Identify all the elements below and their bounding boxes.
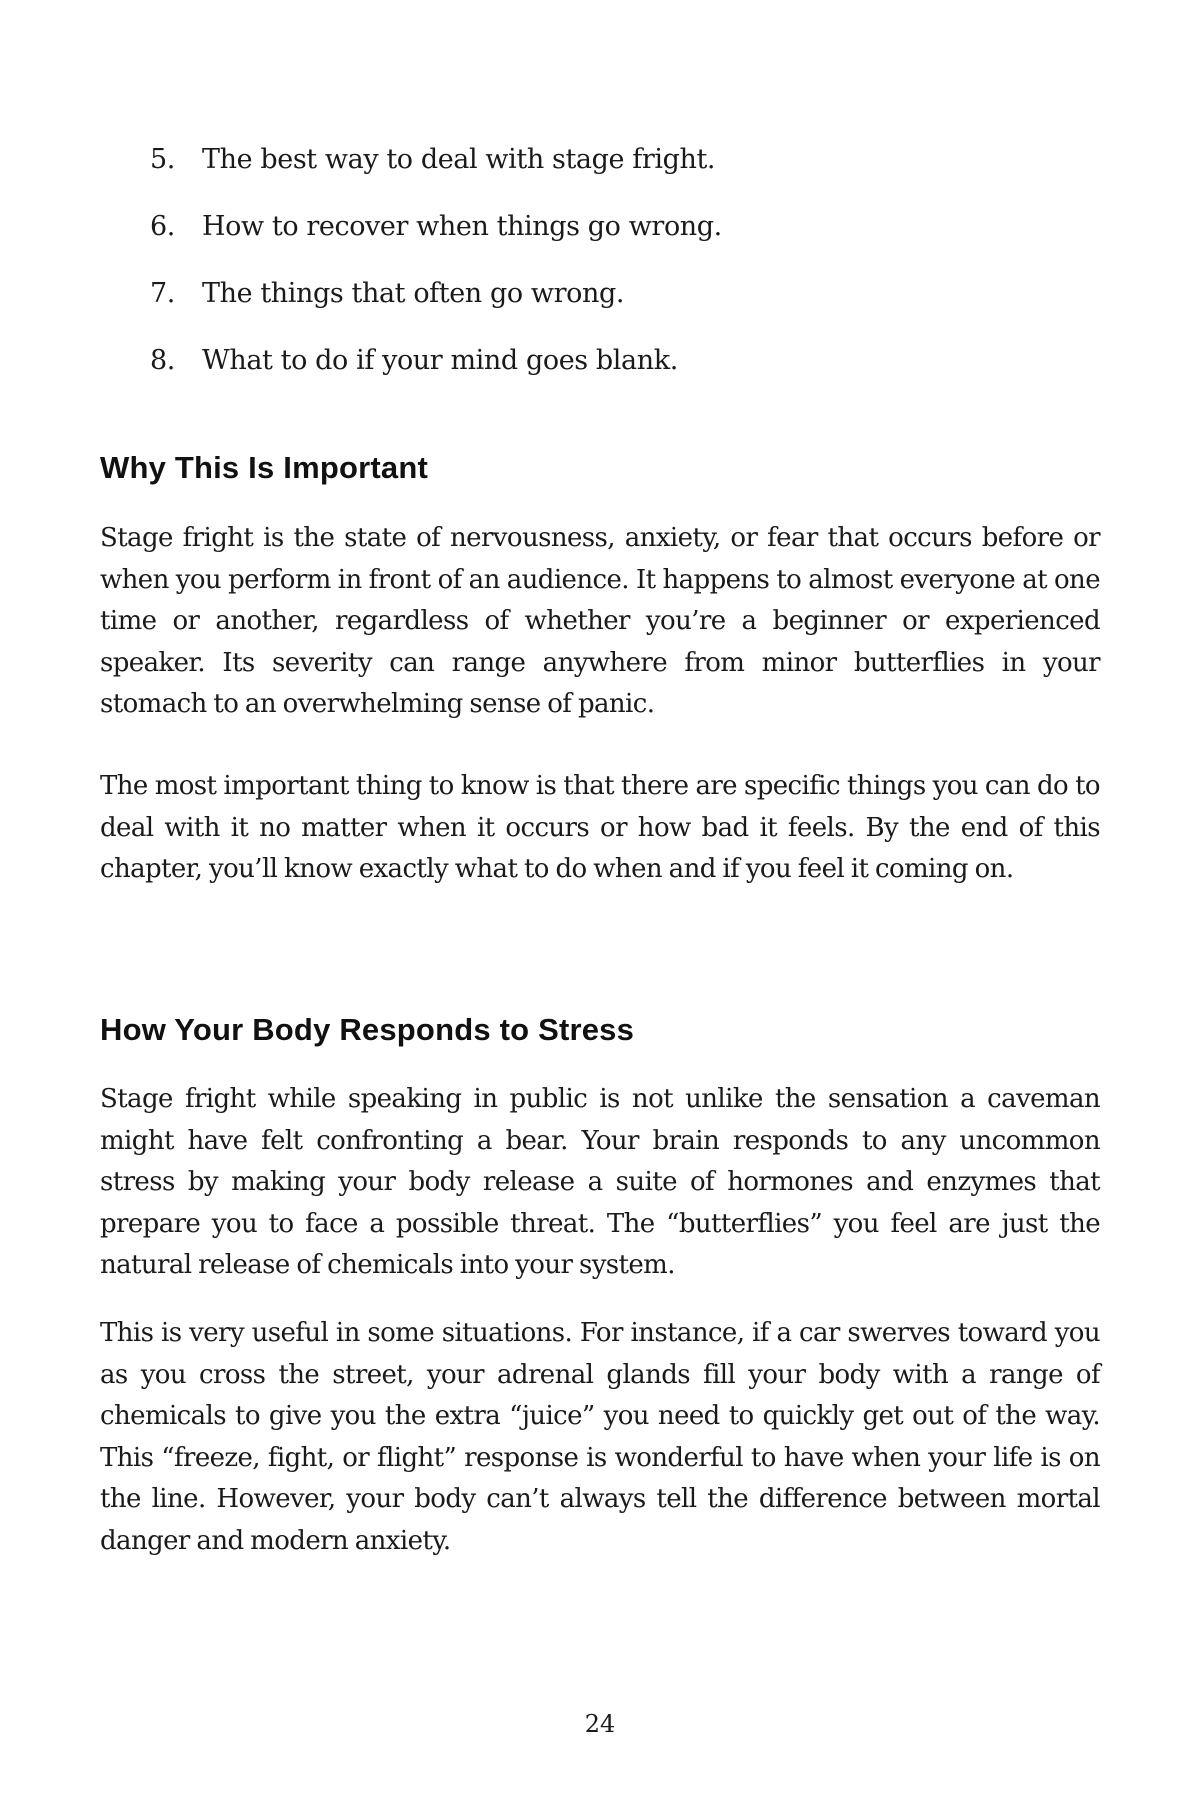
paragraph: Stage fright is the state of nervousness, anxiety, or fear that occurs before or when you perform in front of an audience. It happens to almost everyone at one time or another, regardless of whether you’re a beginner or experienced speaker. Its severity can range anywhere from minor butterflies in your stomach to an overwhelming sense of panic. — [100, 523, 1100, 719]
list-item-number: 5. — [150, 144, 175, 175]
list-item-text: What to do if your mind goes blank. — [202, 345, 678, 376]
list-item-text: How to recover when things go wrong. — [202, 211, 722, 242]
section-heading: Why This Is Important — [100, 450, 428, 485]
list-item-number: 8. — [150, 345, 175, 376]
page-number: 24 — [584, 1710, 616, 1738]
numbered-list — [150, 140, 722, 408]
paragraph: The most important thing to know is that there are specific things you can do to deal with it no matter when it occurs or how bad it feels. By the end of this chapter, you’ll know exactly what to do when and if you feel it coming on. — [100, 771, 1100, 884]
paragraph: Stage fright while speaking in public is not unlike the sensation a caveman might have felt confronting a bear. Your brain responds to any uncommon stress by making your body release a suite of hormones and enzymes that prepare you to face a possible threat. The “butterflies” you feel are just the natural release of chemicals into your system. — [100, 1084, 1100, 1280]
list-item — [150, 207, 722, 274]
paragraph: This is very useful in some situations. For instance, if a car swerves toward you as you cross the street, your adrenal glands fill your body with a range of chemicals to give you the extra “juice” you need to quickly get out of the way. This “freeze, fight, or flight” response is wonderful to have when your life is on the line. However, your body can’t always tell the difference between mortal danger and modern anxiety. — [100, 1318, 1100, 1556]
list-item-number: 7. — [150, 278, 175, 309]
list-item-number: 6. — [150, 211, 175, 242]
list-item-text: The best way to deal with stage fright. — [202, 144, 716, 175]
list-item-text: The things that often go wrong. — [202, 278, 625, 309]
list-item — [150, 140, 722, 207]
list-item — [150, 341, 722, 408]
list-item — [150, 274, 722, 341]
section-heading: How Your Body Responds to Stress — [100, 1012, 635, 1047]
